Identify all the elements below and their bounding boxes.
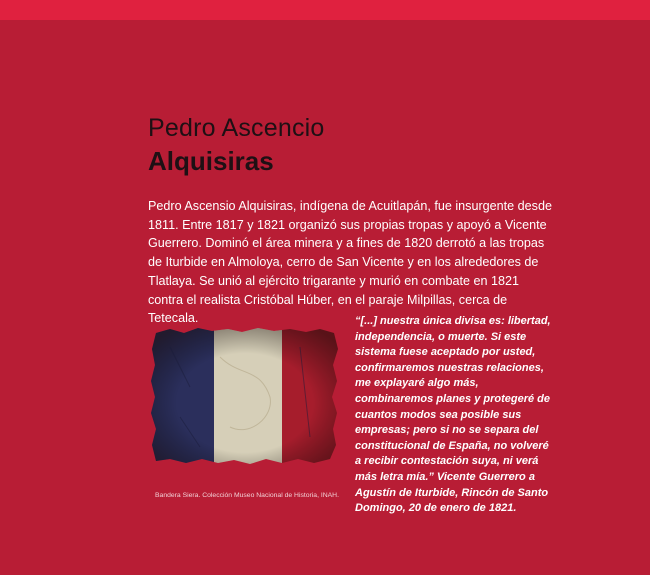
page-title-surname: Alquisiras [148, 146, 274, 176]
top-bar [0, 0, 650, 20]
historic-flag-image [150, 327, 340, 465]
biography-paragraph: Pedro Ascensio Alquisiras, indígena de Acuitlapán, fue insurgente desde 1811. Entre 1817 y 1821 organizó sus propias tropas y apoyó a Vicente Guerrero. Dominó el área minera y a fines de 1820 derrotó a las tropas de Iturbide en Almoloya, cerro de San Vicente y en los alrededores de Tlatlaya. Se unió al ejército trigarante y murió en combate en 1821 contra el realista Cristóbal Húber, en el paraje Milpillas, cerca de Tetecala. [148, 199, 552, 326]
image-caption: Bandera Siera. Colección Museo Nacional de Historia, INAH. [155, 492, 339, 499]
historical-quote: “[...] nuestra única divisa es: libertad, independencia, o muerte. Si este sistema fuese aceptado por usted, confirmaremos nuestras relaciones, me explayaré algo más, combinaremos planes y protegeré de cuantos modos sea posible sus empresas; pero si no se separa del constitucional de España, no volveré a recibir contestación suya, ni verá más letra mía.” Vicente Guerrero a Agustín de Iturbide, Rincón de Santo Domingo, 20 de enero de 1821. [355, 315, 551, 515]
page-title-first-name: Pedro Ascencio [148, 114, 325, 142]
flag-illustration [150, 327, 340, 465]
